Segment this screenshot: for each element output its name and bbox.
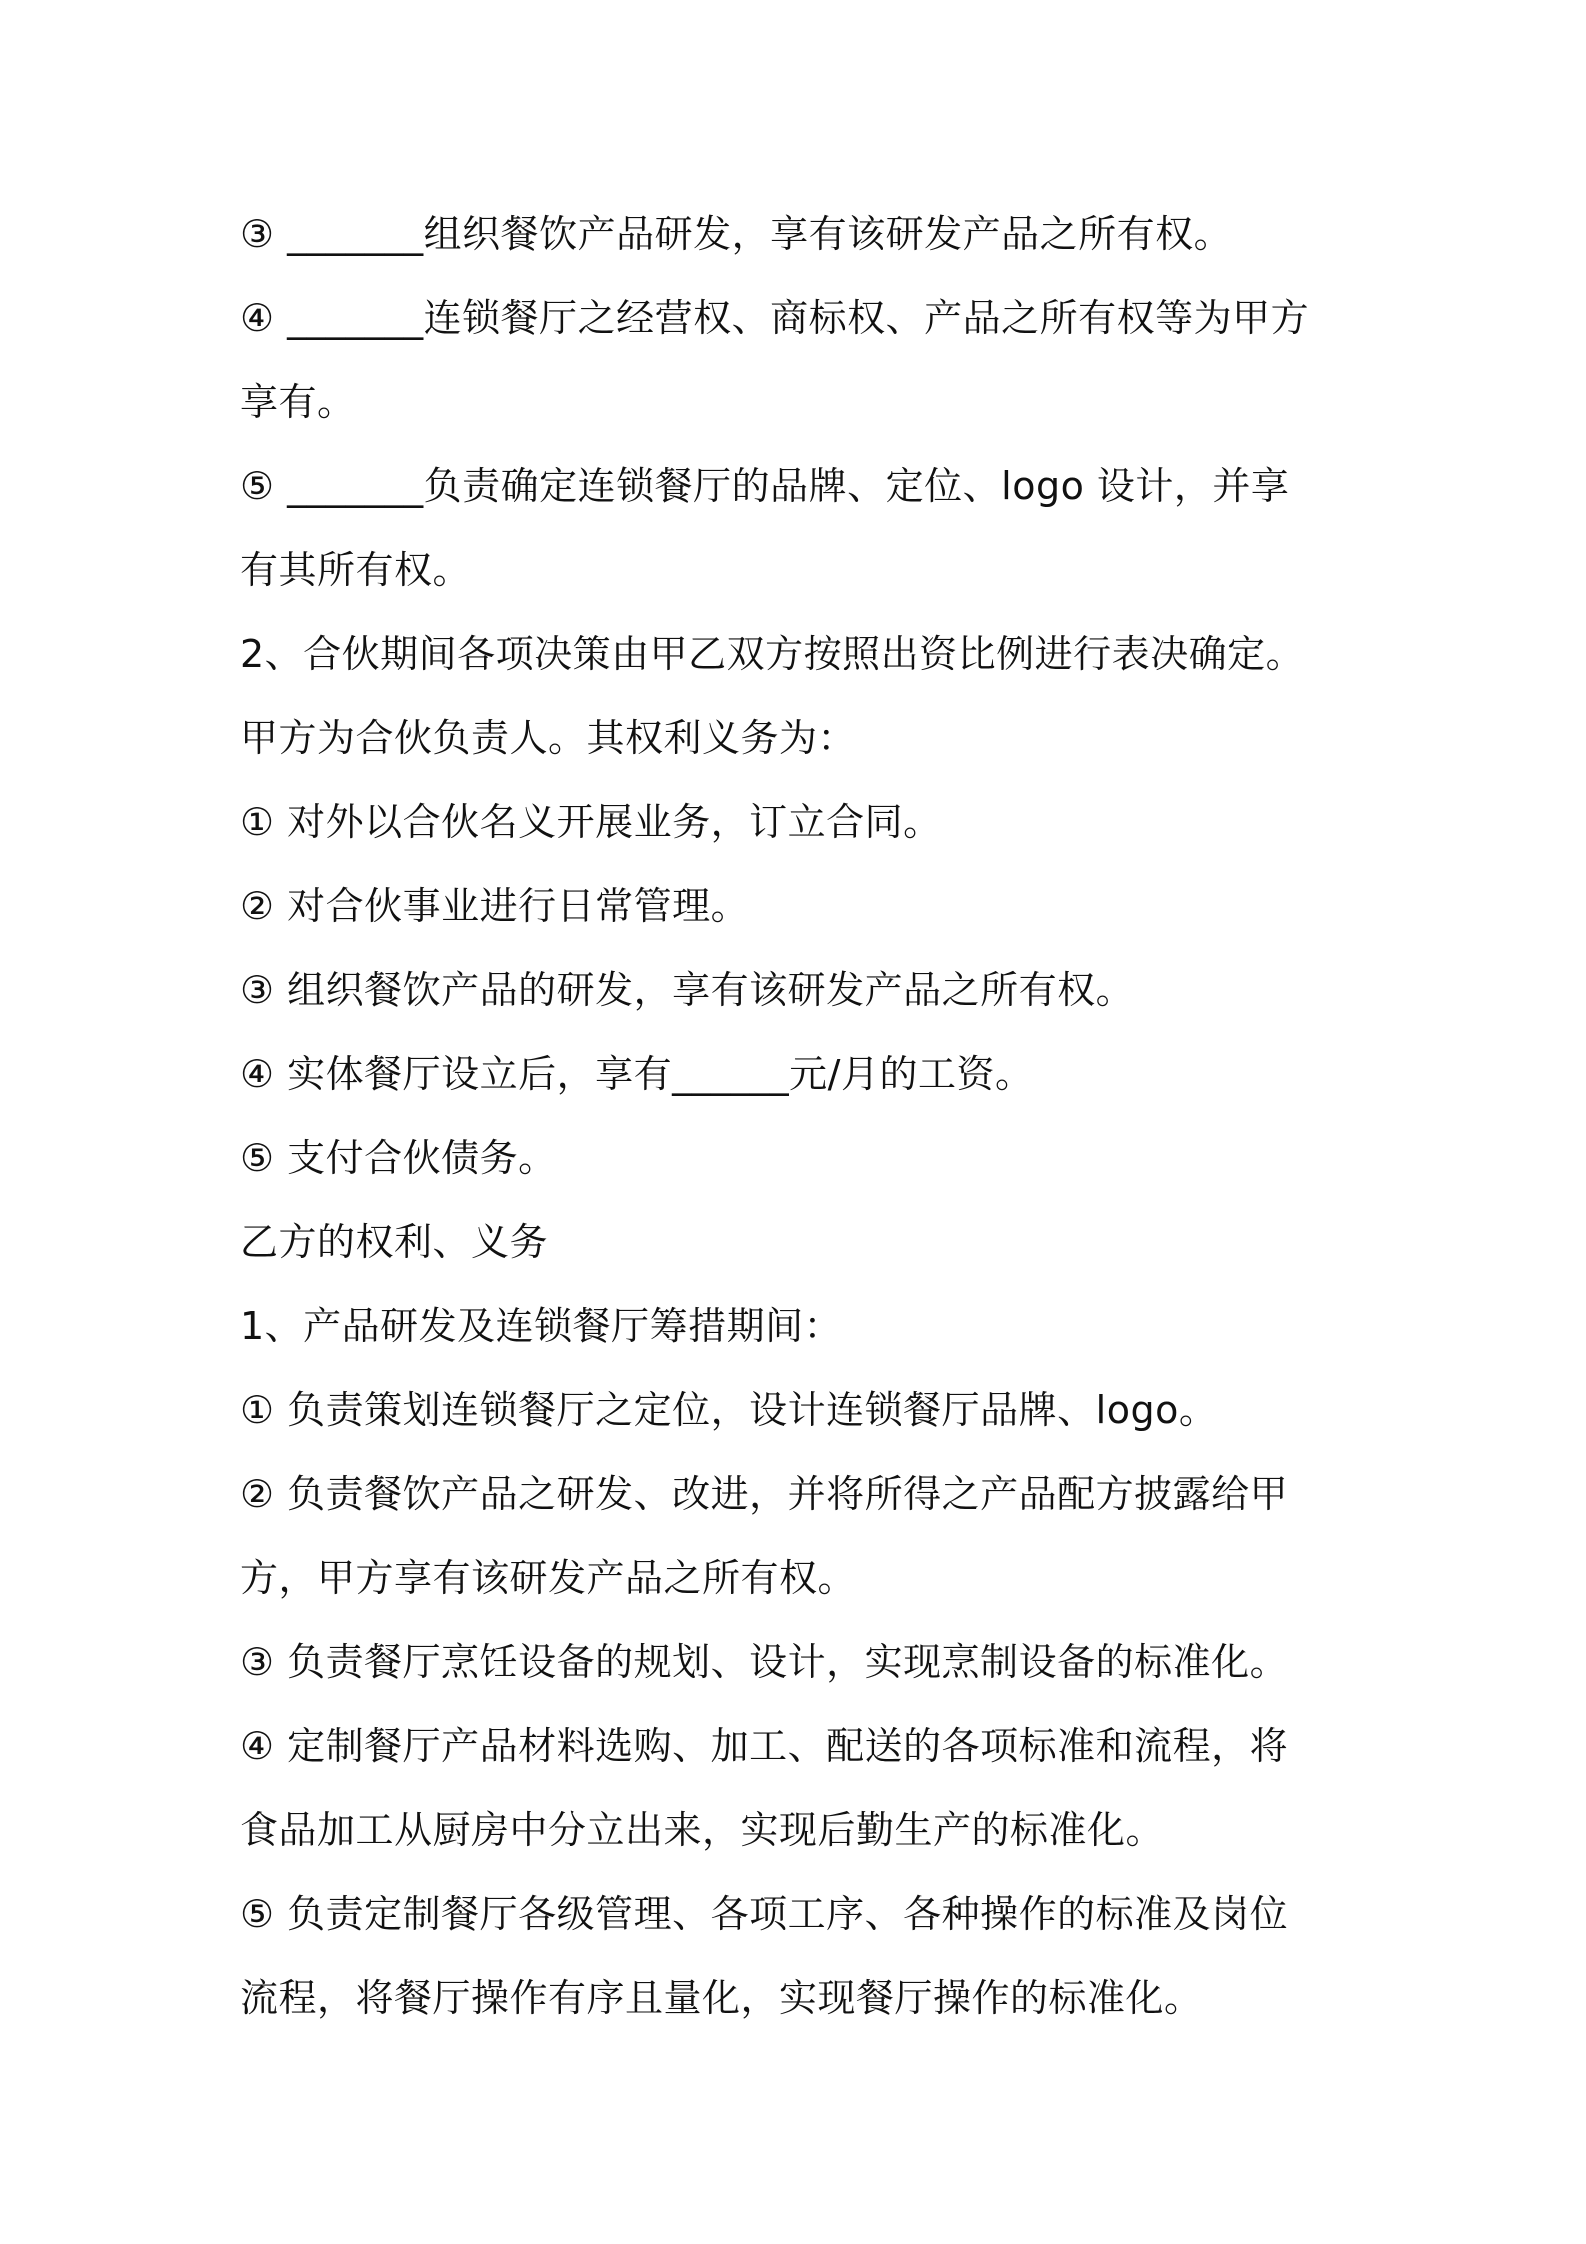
text-line: ④ _______连锁餐厅之经营权、商标权、产品之所有权等为甲方 [240,296,1310,340]
text-line: ② 对合伙事业进行日常管理。 [240,884,750,928]
text-line: ④ 定制餐厅产品材料选购、加工、配送的各项标准和流程，将 [240,1724,1289,1768]
text-line: 2、合伙期间各项决策由甲乙双方按照出资比例进行表决确定。 [240,632,1305,676]
text-line: 方，甲方享有该研发产品之所有权。 [240,1556,857,1600]
document-body [240,192,1360,2040]
text-line: 甲方为合伙负责人。其权利义务为： [240,716,857,760]
text-line: 流程，将餐厅操作有序且量化，实现餐厅操作的标准化。 [240,1976,1203,2020]
text-line: 享有。 [240,380,356,424]
section-heading: 乙方的权利、义务 [240,1220,549,1264]
text-line: ① 负责策划连锁餐厅之定位，设计连锁餐厅品牌、logo。 [240,1388,1218,1432]
text-line: ③ _______组织餐饮产品研发，享有该研发产品之所有权。 [240,212,1233,256]
text-line: ② 负责餐饮产品之研发、改进，并将所得之产品配方披露给甲 [240,1472,1289,1516]
text-line: ③ 组织餐饮产品的研发，享有该研发产品之所有权。 [240,968,1135,1012]
text-line: ⑤ _______负责确定连锁餐厅的品牌、定位、logo 设计，并享 [240,464,1290,508]
text-line: ⑤ 支付合伙债务。 [240,1136,557,1180]
text-line: 1、产品研发及连锁餐厅筹措期间： [240,1304,843,1348]
text-line: 有其所有权。 [240,548,472,592]
text-line: ④ 实体餐厅设立后，享有______元/月的工资。 [240,1052,1034,1096]
text-line: 食品加工从厨房中分立出来，实现后勤生产的标准化。 [240,1808,1165,1852]
text-line: ⑤ 负责定制餐厅各级管理、各项工序、各种操作的标准及岗位 [240,1892,1289,1936]
text-line: ③ 负责餐厅烹饪设备的规划、设计，实现烹制设备的标准化。 [240,1640,1289,1684]
text-line: ① 对外以合伙名义开展业务，订立合同。 [240,800,942,844]
